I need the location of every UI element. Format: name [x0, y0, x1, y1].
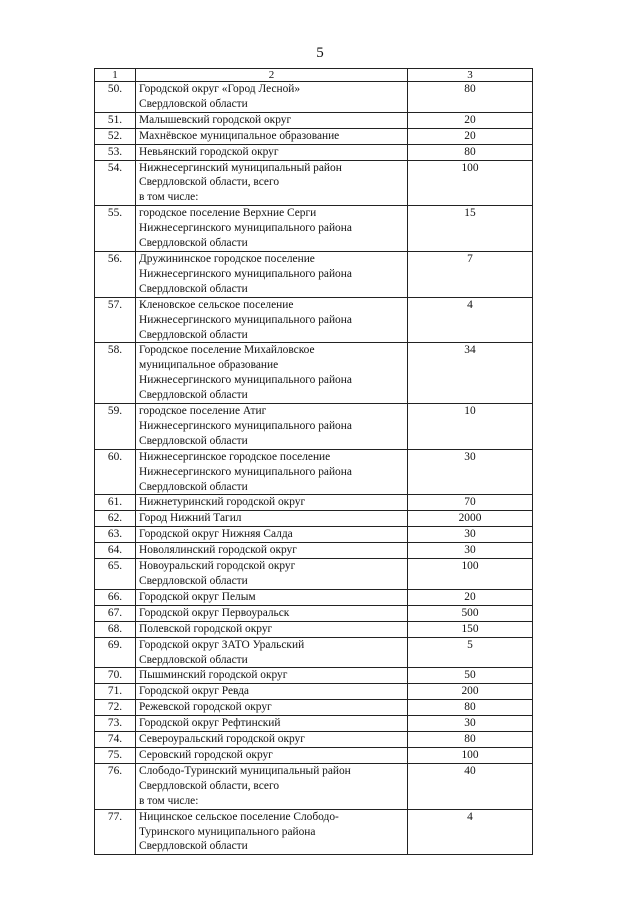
- row-number: 73.: [95, 716, 136, 732]
- municipality-name: [136, 763, 408, 809]
- municipality-name-line: Свердловской области: [139, 840, 248, 853]
- row-number: 62.: [95, 511, 136, 527]
- table-row: [95, 82, 533, 113]
- row-value: 80: [408, 732, 533, 748]
- row-value: 100: [408, 160, 533, 206]
- page-number: 5: [316, 45, 324, 61]
- municipality-name-line: Пышминский городской округ: [139, 669, 288, 682]
- row-value: 100: [408, 747, 533, 763]
- row-value: 80: [408, 700, 533, 716]
- table-row: [95, 449, 533, 495]
- table-row: [95, 527, 533, 543]
- municipality-name: [136, 251, 408, 297]
- row-value: 200: [408, 684, 533, 700]
- municipality-name-line: Нижнесергинского муниципального района: [139, 313, 352, 326]
- row-number: 51.: [95, 112, 136, 128]
- municipality-name-line: Свердловской области: [139, 434, 248, 447]
- municipality-name-line: в том числе:: [139, 794, 199, 807]
- table-row: [95, 495, 533, 511]
- municipality-name-line: Нижнесергинского муниципального района: [139, 419, 352, 432]
- municipality-name: [136, 684, 408, 700]
- row-number: 69.: [95, 637, 136, 668]
- municipality-name-line: Режевской городской округ: [139, 701, 272, 714]
- row-number: 59.: [95, 404, 136, 450]
- municipality-name-line: в том числе:: [139, 191, 199, 204]
- municipality-name-line: Свердловской области: [139, 575, 248, 587]
- municipality-name-line: Свердловской области: [139, 282, 248, 295]
- row-value: 30: [408, 449, 533, 495]
- municipality-name-line: Дружининское городское поселение: [139, 252, 315, 265]
- row-number: 74.: [95, 732, 136, 748]
- table-row: [95, 343, 533, 404]
- row-value: 150: [408, 621, 533, 637]
- municipality-name-line: Свердловской области: [139, 389, 248, 402]
- municipality-name: [136, 144, 408, 160]
- municipality-name-line: Серовский городской округ: [139, 748, 273, 761]
- municipality-name: [136, 343, 408, 404]
- table-row: [95, 144, 533, 160]
- municipality-name-line: Североуральский городской округ: [139, 733, 305, 746]
- row-value: 20: [408, 112, 533, 128]
- table-row: [95, 605, 533, 621]
- table-row: [95, 621, 533, 637]
- municipality-name-line: Городской округ Рефтинский: [139, 717, 281, 730]
- row-value: 50: [408, 668, 533, 684]
- row-value: 500: [408, 605, 533, 621]
- row-value: 100: [408, 559, 533, 590]
- municipality-name-line: Новолялинский городской округ: [139, 544, 297, 557]
- municipality-name-line: городское поселение Верхние Серги: [139, 207, 317, 220]
- row-number: 67.: [95, 605, 136, 621]
- municipality-name: [136, 747, 408, 763]
- municipality-name-line: Городской округ «Город Лесной»: [139, 83, 301, 95]
- row-number: 50.: [95, 82, 136, 113]
- municipality-name-line: Нижнесергинское городское поселение: [139, 450, 331, 463]
- row-number: 60.: [95, 449, 136, 495]
- row-value: 80: [408, 82, 533, 113]
- table-row: [95, 297, 533, 343]
- municipality-name-line: Нижнесергинский муниципальный район: [139, 161, 342, 174]
- municipality-name-line: Нижнесергинского муниципального района: [139, 222, 352, 235]
- municipality-name-line: Ницинское сельское поселение Слободо-: [139, 810, 339, 823]
- municipality-name: [136, 297, 408, 343]
- municipality-name: [136, 449, 408, 495]
- table-row: [95, 128, 533, 144]
- table-row: [95, 112, 533, 128]
- table-row: [95, 160, 533, 206]
- row-number: 56.: [95, 251, 136, 297]
- row-value: 7: [408, 251, 533, 297]
- municipality-name-line: Туринского муниципального района: [139, 825, 316, 838]
- municipality-name-line: Нижнесергинского муниципального района: [139, 267, 352, 280]
- row-value: 40: [408, 763, 533, 809]
- municipality-name-line: Свердловской области: [139, 97, 248, 110]
- municipality-name: [136, 206, 408, 252]
- row-number: 75.: [95, 747, 136, 763]
- row-number: 63.: [95, 527, 136, 543]
- municipality-name: [136, 700, 408, 716]
- column-header-name: 2: [136, 69, 408, 82]
- row-number: 72.: [95, 700, 136, 716]
- municipality-name-line: Нижнесергинского муниципального района: [139, 465, 352, 478]
- row-number: 53.: [95, 144, 136, 160]
- municipality-name: [136, 732, 408, 748]
- row-number: 70.: [95, 668, 136, 684]
- municipality-name-line: Кленовское сельское поселение: [139, 298, 294, 311]
- municipality-name: [136, 809, 408, 855]
- table-row: [95, 251, 533, 297]
- municipality-name: [136, 128, 408, 144]
- table-row: [95, 559, 533, 590]
- row-number: 58.: [95, 343, 136, 404]
- row-value: 30: [408, 716, 533, 732]
- row-number: 65.: [95, 559, 136, 590]
- municipality-name: [136, 112, 408, 128]
- municipality-name-line: Невьянский городской округ: [139, 145, 279, 158]
- municipality-name: [136, 160, 408, 206]
- row-number: 76.: [95, 763, 136, 809]
- municipality-name-line: Городской округ Нижняя Салда: [139, 528, 293, 541]
- row-value: 20: [408, 589, 533, 605]
- table-row: [95, 637, 533, 668]
- column-header-number: 1: [95, 69, 136, 82]
- column-header-value: 3: [408, 69, 533, 82]
- row-number: 57.: [95, 297, 136, 343]
- table-row: [95, 543, 533, 559]
- table-header-row: [95, 69, 533, 82]
- municipality-name: [136, 82, 408, 113]
- municipality-name: [136, 543, 408, 559]
- row-number: 68.: [95, 621, 136, 637]
- municipality-name-line: Махнёвское муниципальное образование: [139, 129, 340, 142]
- municipality-name: [136, 404, 408, 450]
- municipality-name: [136, 559, 408, 590]
- municipality-name-line: Свердловской области: [139, 328, 248, 341]
- row-value: 4: [408, 297, 533, 343]
- table-row: [95, 684, 533, 700]
- municipality-name-line: Свердловской области: [139, 480, 248, 493]
- municipality-name: [136, 527, 408, 543]
- row-value: 80: [408, 144, 533, 160]
- table-row: [95, 732, 533, 748]
- table-row: [95, 809, 533, 855]
- municipality-name-line: Городское поселение Михайловское: [139, 344, 315, 357]
- municipality-name-line: муниципальное образование: [139, 359, 279, 372]
- row-number: 55.: [95, 206, 136, 252]
- municipality-name-line: Город Нижний Тагил: [139, 512, 242, 525]
- municipality-name-line: Городской округ Первоуральск: [139, 606, 290, 619]
- municipality-name-line: Городской округ ЗАТО Уральский: [139, 638, 305, 651]
- row-number: 77.: [95, 809, 136, 855]
- table-row: [95, 747, 533, 763]
- table-row: [95, 511, 533, 527]
- allocation-table: [94, 68, 533, 855]
- table-row: [95, 206, 533, 252]
- municipality-name-line: Новоуральский городской округ: [139, 560, 296, 573]
- municipality-name: [136, 511, 408, 527]
- municipality-name-line: Свердловской области, всего: [139, 779, 280, 792]
- row-value: 2000: [408, 511, 533, 527]
- table-row: [95, 763, 533, 809]
- table-row: [95, 404, 533, 450]
- row-number: 71.: [95, 684, 136, 700]
- municipality-name: [136, 589, 408, 605]
- municipality-name-line: Нижнесергинского муниципального района: [139, 374, 352, 387]
- municipality-name-line: Городской округ Пелым: [139, 590, 256, 603]
- row-value: 70: [408, 495, 533, 511]
- municipality-name-line: Свердловской области, всего: [139, 176, 280, 189]
- row-value: 30: [408, 543, 533, 559]
- municipality-name-line: Свердловской области: [139, 237, 248, 250]
- row-number: 54.: [95, 160, 136, 206]
- table-row: [95, 700, 533, 716]
- municipality-name: [136, 637, 408, 668]
- row-value: 20: [408, 128, 533, 144]
- municipality-name-line: Полевской городской округ: [139, 622, 273, 635]
- municipality-name-line: Свердловской области: [139, 653, 248, 666]
- row-number: 61.: [95, 495, 136, 511]
- municipality-name-line: Слободо-Туринский муниципальный район: [139, 764, 351, 777]
- municipality-name: [136, 668, 408, 684]
- row-value: 10: [408, 404, 533, 450]
- row-number: 64.: [95, 543, 136, 559]
- row-value: 5: [408, 637, 533, 668]
- row-value: 4: [408, 809, 533, 855]
- table-row: [95, 589, 533, 605]
- row-value: 34: [408, 343, 533, 404]
- row-value: 30: [408, 527, 533, 543]
- row-number: 66.: [95, 589, 136, 605]
- municipality-name-line: Малышевский городской округ: [139, 113, 292, 126]
- municipality-name-line: городское поселение Атиг: [139, 405, 267, 418]
- municipality-name: [136, 495, 408, 511]
- row-number: 52.: [95, 128, 136, 144]
- municipality-name: [136, 716, 408, 732]
- table-row: [95, 716, 533, 732]
- municipality-name: [136, 621, 408, 637]
- municipality-name-line: Нижнетуринский городской округ: [139, 496, 306, 509]
- table-row: [95, 668, 533, 684]
- municipality-name: [136, 605, 408, 621]
- municipality-name-line: Городской округ Ревда: [139, 685, 249, 698]
- row-value: 15: [408, 206, 533, 252]
